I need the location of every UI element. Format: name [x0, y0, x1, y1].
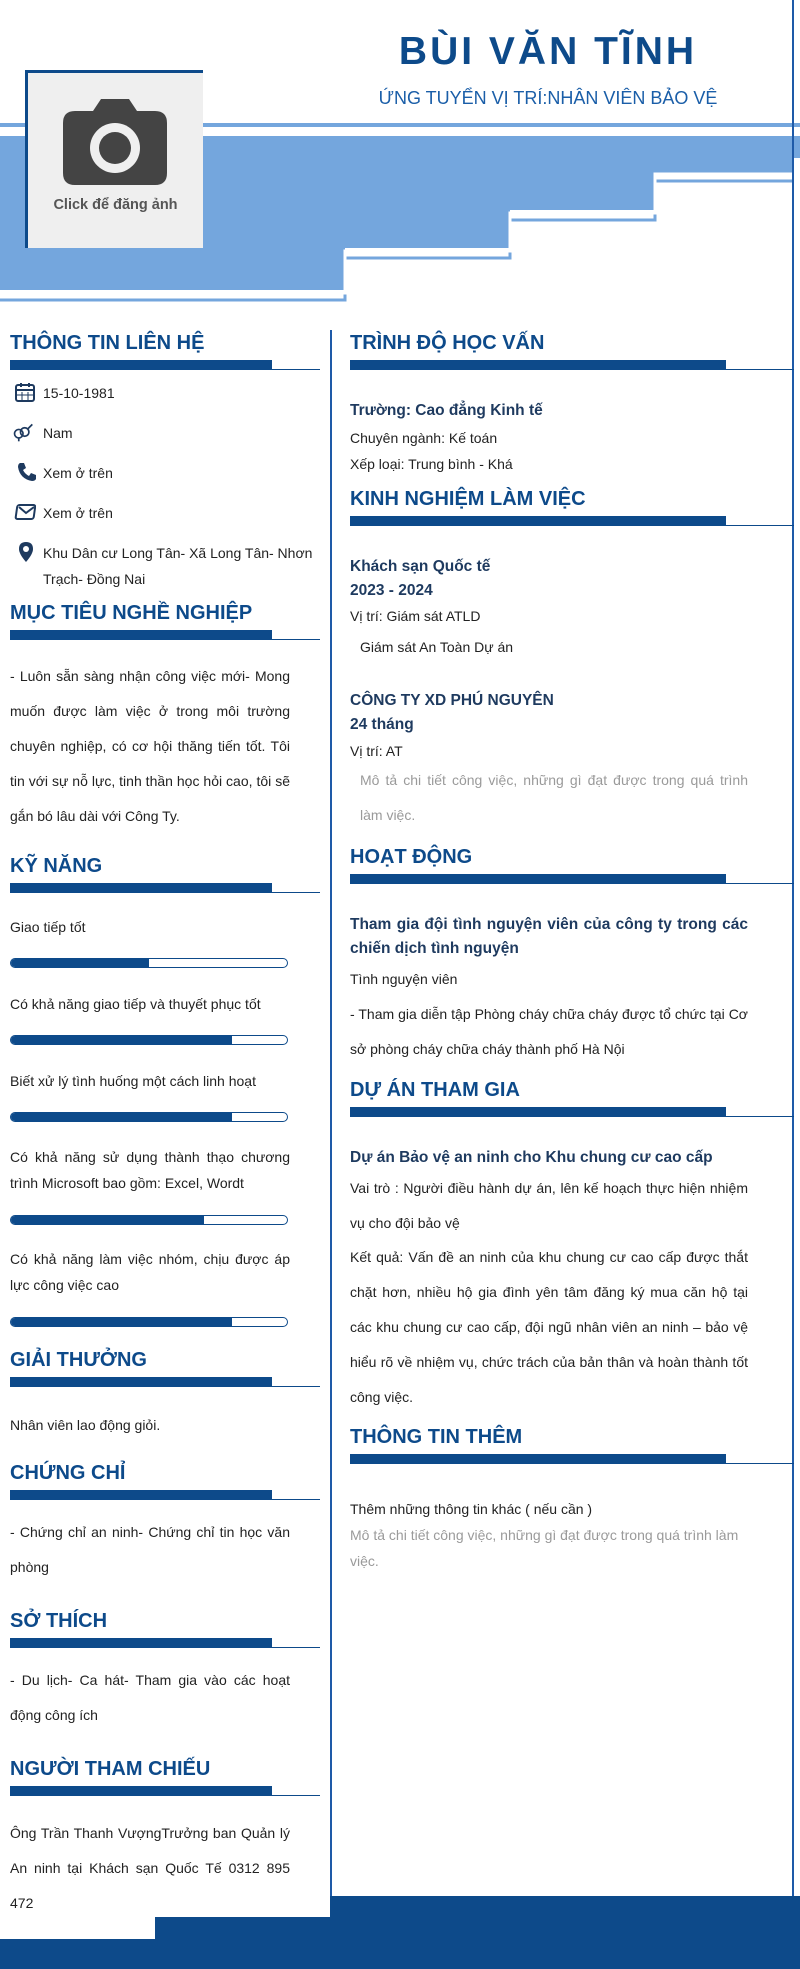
grade: Xếp loại: Trung bình - Khá	[350, 456, 513, 472]
school-name: Trường: Cao đẳng Kinh tế	[350, 402, 543, 419]
hobbies-text: - Du lịch- Ca hát- Tham gia vào các hoạt động công ích	[10, 1672, 290, 1723]
additional-placeholder: Mô tả chi tiết công việc, những gì đạt được trong quá trình làm việc.	[350, 1527, 739, 1569]
project-role: Vai trò : Người điều hành dự án, lên kế hoạch thực hiện nhiệm vụ cho đội bảo vệ	[350, 1180, 748, 1231]
section-rule	[350, 360, 794, 370]
hobbies-section-title: SỞ THÍCH	[10, 1610, 108, 1632]
photo-caption: Click để đăng ảnh	[53, 197, 178, 213]
skill-label: Biết xử lý tình huống một cách linh hoạt	[10, 1073, 256, 1089]
section-rule	[10, 1490, 320, 1500]
section-rule	[10, 1786, 320, 1796]
column-divider	[330, 330, 332, 1900]
job-period: 24 tháng	[350, 716, 414, 733]
gender-icon	[12, 421, 34, 443]
objective-text: - Luôn sẵn sàng nhận công việc mới- Mong muốn được làm việc ở trong môi trường chuyên nghiệp, có cơ hội thăng tiến tốt. Tôi tin với sự nỗ lực, tinh thần học hỏi cao, tôi sẽ gắn bó lâu dài với Công Ty.	[10, 668, 290, 824]
camera-icon	[63, 99, 167, 185]
gender: Nam	[43, 425, 73, 441]
section-rule	[10, 360, 320, 370]
location-pin-icon	[15, 541, 37, 563]
section-rule	[10, 883, 320, 893]
skill-level-fill	[11, 1036, 232, 1044]
job-position: Vị trí: AT	[350, 743, 403, 759]
photo-upload[interactable]	[25, 70, 203, 248]
job-description: Giám sát An Toàn Dự án	[360, 639, 514, 655]
activity-text: - Tham gia diễn tập Phòng cháy chữa cháy được tổ chức tại Cơ sở phòng cháy chữa cháy thành phố Hà Nội	[350, 1006, 748, 1057]
job-period: 2023 - 2024	[350, 582, 433, 599]
project-name: Dự án Bảo vệ an ninh cho Khu chung cư cao cấp	[350, 1149, 713, 1166]
skill-level-bar	[10, 1112, 288, 1122]
projects-section-title: DỰ ÁN THAM GIA	[350, 1079, 520, 1101]
skill-level-bar	[10, 1035, 288, 1045]
email: Xem ở trên	[43, 505, 113, 521]
additional-section-title: THÔNG TIN THÊM	[350, 1426, 523, 1448]
additional-text: Thêm những thông tin khác ( nếu cần )	[350, 1501, 593, 1517]
skill-label: Có khả năng giao tiếp và thuyết phục tốt	[10, 996, 261, 1012]
envelope-icon	[14, 501, 36, 523]
certificates-section-title: CHỨNG CHỈ	[10, 1462, 126, 1484]
awards-text: Nhân viên lao động giỏi.	[10, 1417, 161, 1433]
section-rule	[350, 516, 794, 526]
skill-level-fill	[11, 959, 149, 967]
major: Chuyên ngành: Kế toán	[350, 430, 498, 446]
certificates-text: - Chứng chỉ an ninh- Chứng chỉ tin học văn phòng	[10, 1524, 290, 1575]
address: Khu Dân cư Long Tân- Xã Long Tân- Nhơn Trạch- Đồng Nai	[43, 545, 313, 587]
section-rule	[10, 1638, 320, 1648]
candidate-name: BÙI VĂN TĨNH	[398, 30, 698, 73]
job-company: Khách sạn Quốc tế	[350, 558, 491, 575]
page-border	[792, 0, 794, 1900]
calendar-icon	[14, 381, 36, 403]
footer-band	[0, 1896, 800, 1969]
birthday: 15-10-1981	[43, 385, 115, 401]
job-title: ỨNG TUYỂN VỊ TRÍ:NHÂN VIÊN BẢO VỆ	[378, 88, 718, 108]
skill-label: Có khả năng làm việc nhóm, chịu được áp lực công việc cao	[10, 1251, 290, 1293]
skill-level-fill	[11, 1216, 204, 1224]
job-position: Vị trí: Giám sát ATLD	[350, 608, 481, 624]
skill-level-bar	[10, 1317, 288, 1327]
job-description: Mô tả chi tiết công việc, những gì đạt được trong quá trình làm việc.	[360, 772, 748, 823]
skill-level-fill	[11, 1318, 232, 1326]
project-result: Kết quả: Vấn đề an ninh của khu chung cư cao cấp được thắt chặt hơn, nhiều hộ gia đình yên tâm đăng ký mua căn hộ tại các khu chung cư cao cấp, đội ngũ nhân viên an ninh – bảo vệ hiểu rõ về nhiệm vụ, chức trách của bản thân và hoàn thành tốt công việc.	[350, 1249, 748, 1405]
skill-level-fill	[11, 1113, 232, 1121]
activity-role: Tình nguyện viên	[350, 971, 458, 987]
skill-label: Có khả năng sử dụng thành thạo chương trình Microsoft bao gồm: Excel, Wordt	[10, 1149, 290, 1191]
objective-section-title: MỤC TIÊU NGHỀ NGHIỆP	[10, 602, 253, 624]
contact-section-title: THÔNG TIN LIÊN HỆ	[10, 332, 205, 354]
phone: Xem ở trên	[43, 465, 113, 481]
section-rule	[350, 1107, 794, 1117]
skill-level-bar	[10, 958, 288, 968]
job-company: CÔNG TY XD PHÚ NGUYÊN	[350, 692, 554, 709]
skill-level-bar	[10, 1215, 288, 1225]
skill-label: Giao tiếp tốt	[10, 919, 86, 935]
section-rule	[10, 1377, 320, 1387]
section-rule	[10, 630, 320, 640]
references-text: Ông Trần Thanh VượngTrưởng ban Quản lý An ninh tại Khách sạn Quốc Tế 0312 895 472	[10, 1825, 290, 1911]
education-section-title: TRÌNH ĐỘ HỌC VẤN	[350, 332, 545, 354]
experience-section-title: KINH NGHIỆM LÀM VIỆC	[350, 488, 586, 510]
skills-section-title: KỸ NĂNG	[10, 855, 103, 877]
activity-heading: Tham gia đội tình nguyện viên của công ty trong các chiến dịch tình nguyện	[350, 916, 748, 957]
section-rule	[350, 874, 794, 884]
references-section-title: NGƯỜI THAM CHIẾU	[10, 1758, 211, 1780]
phone-icon	[16, 461, 38, 483]
activities-section-title: HOẠT ĐỘNG	[350, 846, 473, 868]
awards-section-title: GIẢI THƯỞNG	[10, 1349, 147, 1371]
section-rule	[350, 1454, 794, 1464]
